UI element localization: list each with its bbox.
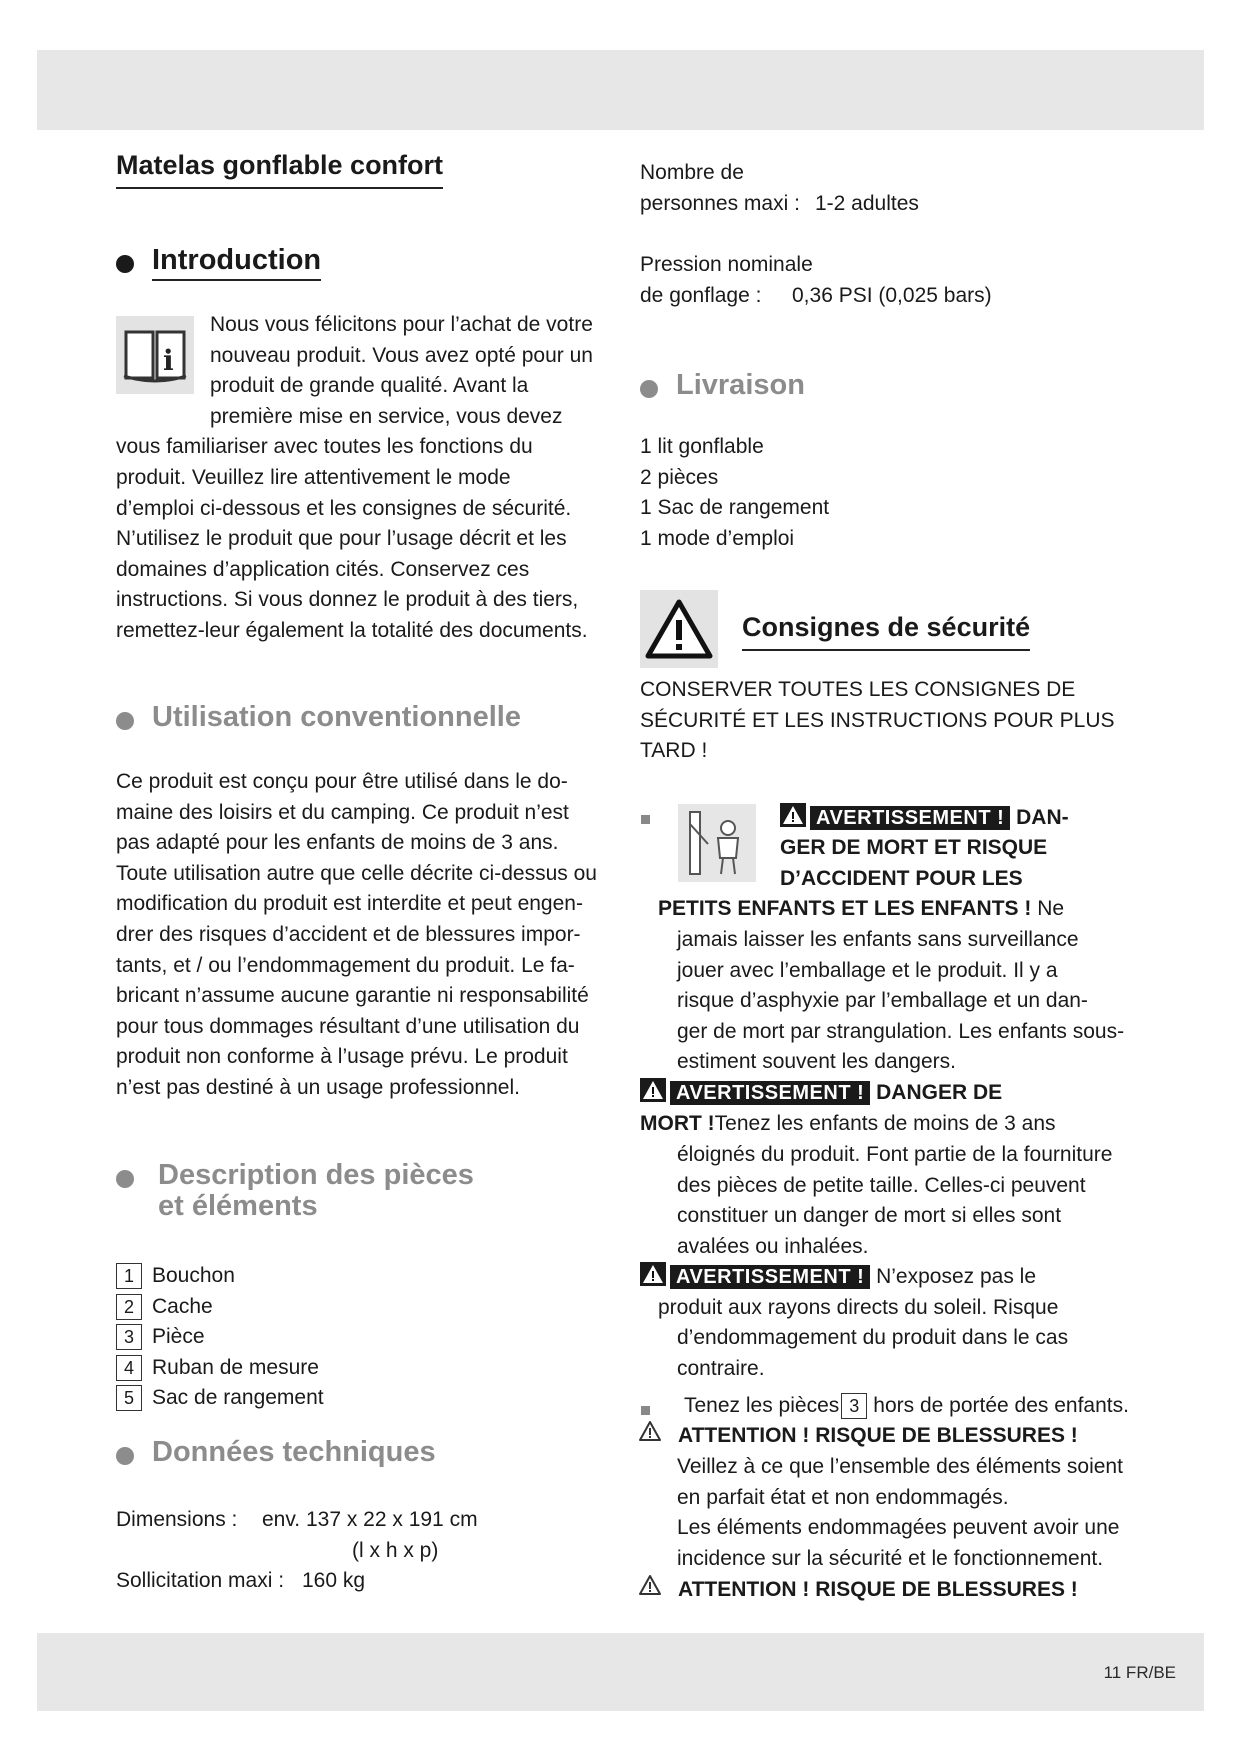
bullet-dot-icon bbox=[116, 1170, 134, 1188]
text-line: pour tous dommages résultant d’une utilisation du bbox=[116, 1014, 580, 1038]
warning-triangle-icon bbox=[780, 803, 806, 827]
text-line: pas adapté pour les enfants de moins de 3 ans. bbox=[116, 831, 559, 855]
pressure-value: 0,36 PSI (0,025 bars) bbox=[792, 284, 992, 307]
text-line: avalées ou inhalées. bbox=[677, 1234, 869, 1258]
warning-3-line-1: produit aux rayons directs du soleil. Risque bbox=[658, 1296, 1059, 1319]
header-band bbox=[37, 50, 1204, 130]
part-number-box: 2 bbox=[116, 1294, 142, 1320]
warning-tag: AVERTISSEMENT ! bbox=[670, 1265, 870, 1289]
text-line: modification du produit est interdite et peut engen- bbox=[116, 892, 583, 916]
text-line: estiment souvent les dangers. bbox=[677, 1050, 956, 1074]
text-line: bricant n’assume aucune garantie ni responsabilité bbox=[116, 984, 589, 1008]
warning-2-headline: AVERTISSEMENT ! DANGER DE bbox=[640, 1078, 1002, 1109]
text-line: instructions. Si vous donnez le produit à des tiers, bbox=[116, 588, 579, 612]
text-line: constituer un danger de mort si elles sont bbox=[677, 1204, 1062, 1228]
part-label: Ruban de mesure bbox=[152, 1355, 319, 1379]
part-label: Cache bbox=[152, 1294, 213, 1318]
keep-away-line: Tenez les pièces 3 hors de portée des enfants. bbox=[684, 1391, 1129, 1422]
bullet-dot-icon bbox=[116, 1447, 134, 1465]
persons-label-1: Nombre de bbox=[640, 161, 744, 184]
dimensions-value: env. 137 x 22 x 191 cm bbox=[262, 1508, 478, 1531]
list-item bbox=[116, 1383, 324, 1413]
page-title: Matelas gonflable confort bbox=[116, 150, 443, 189]
text-line: drer des risques d’accident et de blessures impor- bbox=[116, 923, 581, 946]
text-line: d’emploi ci-dessous et les consignes de sécurité. bbox=[116, 496, 572, 520]
heading-parts: Description des pièces et éléments bbox=[116, 1160, 474, 1222]
text-line: éloignés du produit. Font partie de la fourniture bbox=[677, 1143, 1113, 1166]
bullet-dot-icon bbox=[640, 380, 658, 398]
warning-1-headline-4: PETITS ENFANTS ET LES ENFANTS ! Ne bbox=[658, 897, 1065, 920]
text-line: vous familiariser avec toutes les fonctions du bbox=[116, 435, 533, 459]
text-line: TARD ! bbox=[640, 739, 708, 763]
persons-label-2: personnes maxi : bbox=[640, 192, 800, 215]
text-line: contraire. bbox=[677, 1356, 765, 1380]
text-line: 2 pièces bbox=[640, 465, 719, 489]
warning-3-headline: AVERTISSEMENT ! N’exposez pas le bbox=[640, 1262, 1036, 1293]
text-line: N’utilisez le produit que pour l’usage décrit et les bbox=[116, 527, 567, 551]
load-value: 160 kg bbox=[302, 1569, 366, 1592]
text-line: produit de grande qualité. Avant la bbox=[210, 374, 529, 398]
text-line: produit. Veuillez lire attentivement le mode bbox=[116, 466, 511, 489]
heading-delivery: Livraison bbox=[640, 370, 805, 401]
attention-2-heading: ATTENTION ! RISQUE DE BLESSURES ! bbox=[678, 1578, 1078, 1601]
text-line: des pièces de petite taille. Celles-ci peuvent bbox=[677, 1173, 1086, 1197]
heading-introduction: Introduction bbox=[116, 245, 321, 281]
svg-text:i: i bbox=[163, 344, 174, 377]
warning-1-headline-2: GER DE MORT ET RISQUE bbox=[780, 836, 1048, 859]
part-number-box: 1 bbox=[116, 1263, 142, 1289]
text-line: 1 lit gonflable bbox=[640, 435, 764, 458]
text-line: maine des loisirs et du camping. Ce produit n’est bbox=[116, 800, 569, 824]
text-line: 1 Sac de rangement bbox=[640, 496, 830, 520]
load-label: Sollicitation maxi : bbox=[116, 1569, 285, 1592]
part-number-box: 5 bbox=[116, 1385, 142, 1411]
page-number: 11 FR/BE bbox=[1103, 1663, 1176, 1682]
pressure-label-2: de gonflage : bbox=[640, 284, 762, 307]
dimensions-label: Dimensions : bbox=[116, 1508, 238, 1531]
pressure-label-1: Pression nominale bbox=[640, 253, 813, 276]
text-line: Ce produit est conçu pour être utilisé dans le do- bbox=[116, 770, 568, 793]
part-number-box: 3 bbox=[841, 1393, 867, 1419]
attention-1-heading: ATTENTION ! RISQUE DE BLESSURES ! bbox=[678, 1424, 1078, 1447]
warning-triangle-icon bbox=[640, 590, 718, 668]
text-line: Nous vous félicitons pour l’achat de votre bbox=[210, 313, 593, 336]
child-hazard-icon bbox=[678, 804, 756, 882]
persons-value: 1-2 adultes bbox=[815, 192, 919, 215]
heading-usage: Utilisation conventionnelle bbox=[116, 702, 521, 733]
warning-tag: AVERTISSEMENT ! bbox=[670, 1081, 870, 1105]
warning-1-headline-3: D’ACCIDENT POUR LES bbox=[780, 867, 1023, 890]
text-line: remettez-leur également la totalité des documents. bbox=[116, 619, 588, 642]
warning-tag: AVERTISSEMENT ! bbox=[810, 806, 1010, 830]
warning-triangle-icon bbox=[640, 1262, 666, 1286]
heading-safety: Consignes de sécurité bbox=[742, 612, 1030, 651]
text-line: CONSERVER TOUTES LES CONSIGNES DE bbox=[640, 678, 1076, 701]
warning-1-headline: AVERTISSEMENT ! DAN- bbox=[780, 803, 1069, 834]
text-line: jamais laisser les enfants sans surveillance bbox=[677, 928, 1079, 951]
part-label: Pièce bbox=[152, 1325, 205, 1348]
text-line: n’est pas destiné à un usage professionnel. bbox=[116, 1076, 520, 1099]
list-item bbox=[116, 1292, 213, 1322]
part-number-box: 4 bbox=[116, 1355, 142, 1381]
footer-band bbox=[37, 1633, 1204, 1711]
text-line: en parfait état et non endommagés. bbox=[677, 1485, 1009, 1509]
part-label: Bouchon bbox=[152, 1264, 235, 1287]
dimensions-note: (l x h x p) bbox=[352, 1539, 439, 1562]
text-line: risque d’asphyxie par l’emballage et un dan- bbox=[677, 989, 1088, 1013]
caution-icon bbox=[637, 1573, 663, 1602]
list-item bbox=[116, 1261, 235, 1291]
text-line: domaines d’application cités. Conservez ces bbox=[116, 557, 530, 581]
caution-icon bbox=[637, 1419, 663, 1448]
text-line: jouer avec l’emballage et le produit. Il y a bbox=[677, 958, 1058, 982]
bullet-dot-icon bbox=[116, 712, 134, 730]
text-line: nouveau produit. Vous avez opté pour un bbox=[210, 343, 593, 367]
text-line: produit non conforme à l’usage prévu. Le produit bbox=[116, 1045, 568, 1069]
info-book-icon bbox=[116, 316, 194, 394]
text-line: tants, et / ou l’endommagement du produit. Le fa- bbox=[116, 953, 575, 977]
heading-tech: Données techniques bbox=[116, 1437, 436, 1468]
warning-2-lead: MORT !Tenez les enfants de moins de 3 ans bbox=[640, 1112, 1056, 1135]
part-label: Sac de rangement bbox=[152, 1386, 324, 1409]
bullet-dot-icon bbox=[116, 255, 134, 273]
warning-triangle-icon bbox=[640, 1078, 666, 1102]
text-line: Les éléments endommagées peuvent avoir une bbox=[677, 1516, 1120, 1540]
text-line: ger de mort par strangulation. Les enfants sous- bbox=[677, 1019, 1125, 1043]
text-line: 1 mode d’emploi bbox=[640, 526, 795, 550]
text-line: d’endommagement du produit dans le cas bbox=[677, 1326, 1069, 1349]
list-item bbox=[116, 1322, 205, 1352]
part-number-box: 3 bbox=[116, 1324, 142, 1350]
text-line: Veillez à ce que l’ensemble des éléments soient bbox=[677, 1455, 1123, 1478]
list-item bbox=[116, 1353, 319, 1383]
bullet-square-icon bbox=[641, 1406, 650, 1415]
text-line: SÉCURITÉ ET LES INSTRUCTIONS POUR PLUS bbox=[640, 708, 1115, 732]
text-line: première mise en service, vous devez bbox=[210, 404, 563, 428]
bullet-square-icon bbox=[641, 815, 650, 824]
text-line: Toute utilisation autre que celle décrite ci-dessus ou bbox=[116, 861, 597, 885]
text-line: incidence sur la sécurité et le fonctionnement. bbox=[677, 1546, 1104, 1570]
